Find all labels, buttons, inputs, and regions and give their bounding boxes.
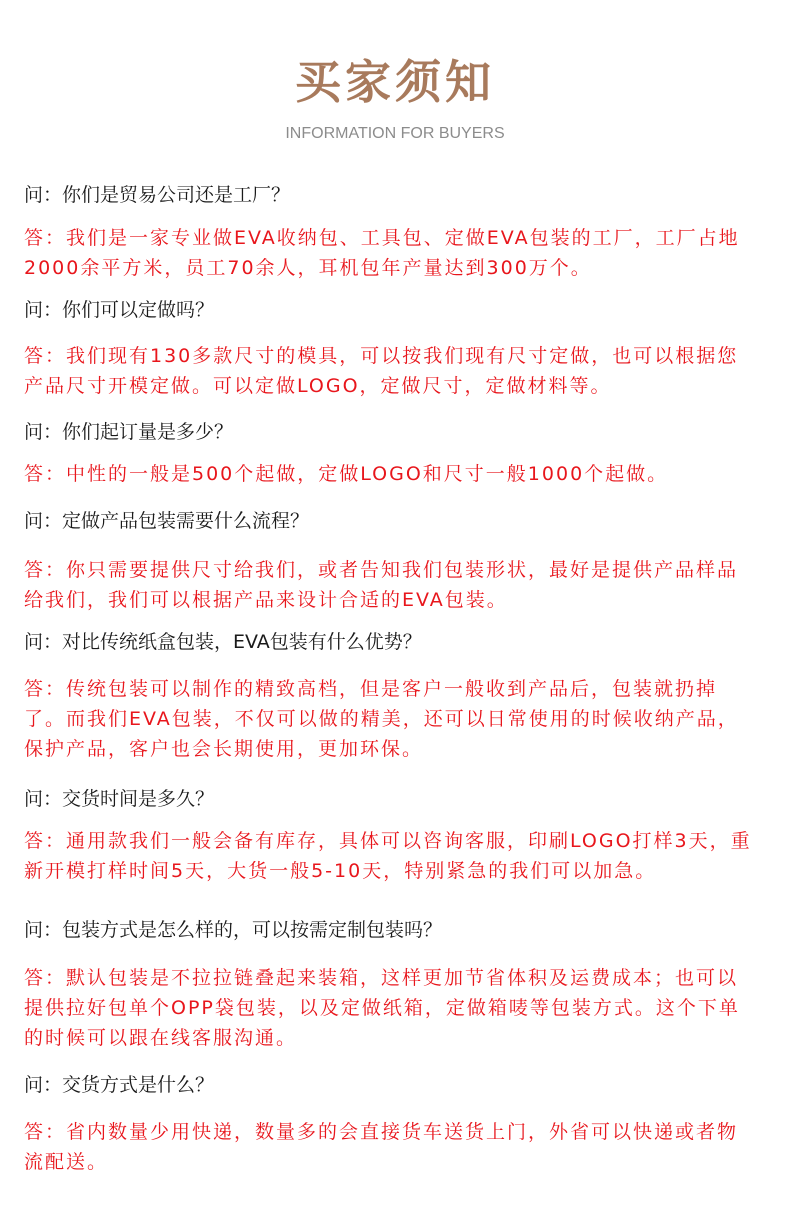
faq-answer-8: 答：省内数量少用快递，数量多的会直接货车送货上门，外省可以快递或者物流配送。 (24, 1121, 739, 1173)
faq-answer-3: 答：中性的一般是500个起做，定做LOGO和尺寸一般1000个起做。 (24, 463, 669, 485)
faq-answer-2: 答：我们现有130多款尺寸的模具，可以按我们现有尺寸定做，也可以根据您产品尺寸开模定做。可以定做LOGO，定做尺寸，定做材料等。 (24, 345, 739, 397)
faq-answer-7: 答：默认包装是不拉拉链叠起来装箱，这样更加节省体积及运费成本；也可以提供拉好包单个OPP袋包装，以及定做纸箱，定做箱唛等包装方式。这个下单的时候可以跟在线客服沟通。 (24, 967, 740, 1049)
faq-answer-6: 答：通用款我们一般会备有库存，具体可以咨询客服，印刷LOGO打样3天，重新开模打样时间5天，大货一般5-10天，特别紧急的我们可以加急。 (24, 830, 752, 882)
faq-question-3: 问：你们起订量是多少？ (24, 421, 234, 443)
faq-question-5: 问：对比传统纸盒包装，EVA包装有什么优势？ (24, 631, 422, 653)
faq-question-7: 问：包装方式是怎么样的，可以按需定制包装吗？ (24, 919, 443, 941)
faq-question-2: 问：你们可以定做吗？ (24, 299, 215, 321)
faq-question-8: 问：交货方式是什么？ (24, 1074, 215, 1096)
faq-answer-5: 答：传统包装可以制作的精致高档，但是客户一般收到产品后，包装就扔掉了。而我们EVA包装，不仅可以做的精美，还可以日常使用的时候收纳产品，保护产品，客户也会长期使用，更加环保。 (24, 678, 739, 760)
faq-answer-1: 答：我们是一家专业做EVA收纳包、工具包、定做EVA包装的工厂，工厂占地2000余平方米，员工70余人，耳机包年产量达到300万个。 (24, 227, 740, 279)
faq-question-6: 问：交货时间是多久？ (24, 788, 215, 810)
page-subtitle: INFORMATION FOR BUYERS (285, 125, 505, 142)
faq-question-1: 问：你们是贸易公司还是工厂？ (24, 184, 291, 206)
faq-answer-4: 答：你只需要提供尺寸给我们，或者告知我们包装形状，最好是提供产品样品给我们，我们可以根据产品来设计合适的EVA包装。 (24, 559, 739, 611)
faq-question-4: 问：定做产品包装需要什么流程？ (24, 510, 310, 532)
page-title: 买家须知 (295, 55, 495, 109)
